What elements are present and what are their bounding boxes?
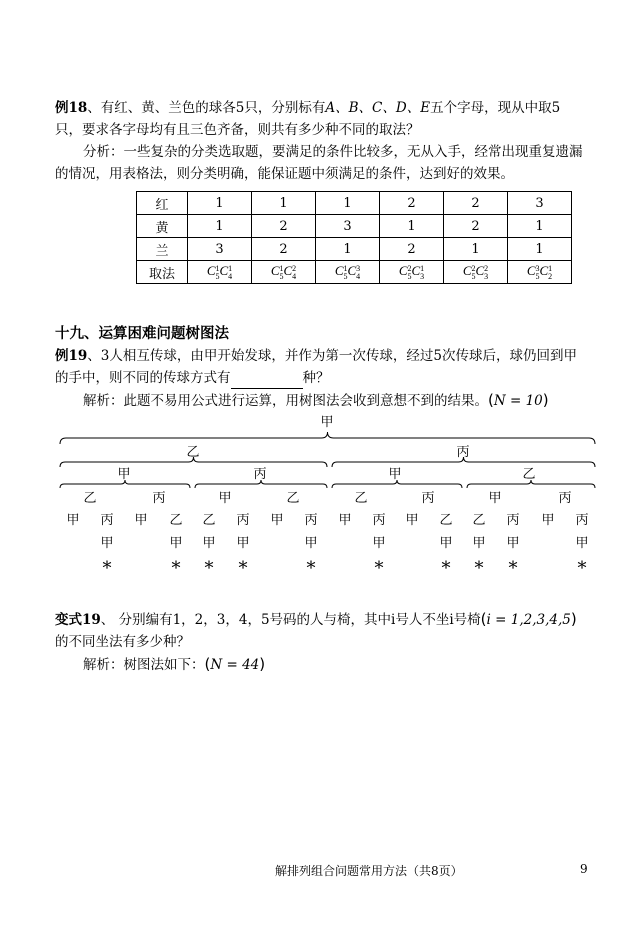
combination-cell: C 2 5 C 2 3 — [444, 261, 508, 284]
tree-mark: * — [204, 558, 214, 579]
table-cell: 3 — [188, 238, 252, 261]
tree-node-l4: 乙 — [202, 513, 216, 528]
example-19-analysis: 解析：此题不易用公式进行运算，用树图法会收到意想不到的结果。 — [83, 393, 488, 409]
table-cell: 2 — [252, 215, 316, 238]
tree-node-l4: 甲 — [66, 513, 80, 528]
tree-mark: * — [238, 558, 248, 579]
tree-node-l4: 丙 — [100, 513, 114, 528]
tree-node-l4: 甲 — [338, 513, 352, 528]
tree-node-l4: 丙 — [575, 513, 589, 528]
tree-mark: * — [171, 558, 181, 579]
combination-cell: C 1 5 C 3 4 — [316, 261, 380, 284]
tree-node-l5: 甲 — [202, 536, 216, 551]
tree-mark: * — [577, 558, 587, 579]
combination-cell: C 3 5 C 1 2 — [508, 261, 572, 284]
example-19-label: 例19 — [55, 348, 88, 364]
tree-node-l1: 乙 — [186, 445, 200, 460]
tree-brace-root — [60, 432, 595, 444]
tree-node-l4: 甲 — [541, 513, 555, 528]
table-cell: 3 — [316, 215, 380, 238]
example-19: 例19、3人相互传球，由甲开始发球，并作为第一次传球，经过5次传球后，球仍回到甲 的手中，则不同的传球方式有 种？ 解析：此题不易用公式进行运算，用树图法会收到意想不到的结果。(N = 10) — [55, 348, 577, 409]
table-cell: 2 — [252, 238, 316, 261]
table-cell: 1 — [188, 192, 252, 215]
table-cell: 3 — [508, 192, 572, 215]
combination-cell: C 1 5 C 1 4 — [188, 261, 252, 284]
tree-node-l4: 甲 — [134, 513, 148, 528]
combination-cell: C 1 5 C 2 4 — [252, 261, 316, 284]
variant-19-result: N = 44 — [210, 657, 260, 673]
combination-cell: C 2 5 C 1 3 — [380, 261, 444, 284]
tree-node-l3: 甲 — [488, 491, 502, 506]
tree-node-l5: 甲 — [372, 536, 386, 551]
table-cell: 1 — [508, 238, 572, 261]
tree-node-l4: 丙 — [506, 513, 520, 528]
table-row-method — [137, 261, 572, 284]
table-cell: 2 — [444, 215, 508, 238]
tree-node-l2: 甲 — [388, 467, 402, 482]
tree-node-l3: 乙 — [286, 491, 300, 506]
table-cell: 2 — [380, 238, 444, 261]
table-cell: 1 — [508, 215, 572, 238]
row-header: 红 — [137, 192, 188, 215]
tree-mark: * — [102, 558, 112, 579]
tree-node-l4: 甲 — [405, 513, 419, 528]
row-header: 黄 — [137, 215, 188, 238]
example-18-analysis-line2: 的情况，用表格法，则分类明确，能保证题中须满足的条件，达到好的效果。 — [55, 166, 514, 182]
tree-node-l2: 甲 — [117, 467, 131, 482]
tree-node-l3: 乙 — [354, 491, 368, 506]
section-19-title: 十九、运算困难问题树图法 — [55, 325, 229, 342]
tree-node-l4: 甲 — [270, 513, 284, 528]
tree-mark: * — [474, 558, 484, 579]
tree-node-l5: 甲 — [169, 536, 183, 551]
tree-node-l5: 甲 — [506, 536, 520, 551]
tree-node-l3: 丙 — [558, 491, 572, 506]
table-cell: 1 — [316, 192, 380, 215]
tree-mark: * — [374, 558, 384, 579]
tree-node-l4: 丙 — [304, 513, 318, 528]
variant-19: 变式19、 分别编有1，2，3，4，5号码的人与椅，其中i号人不坐i号椅(i = 1,2,3,4,5) 的不同坐法有多少种？ 解析：树图法如下：(N = 44) — [55, 610, 577, 673]
tree-root: 甲 — [320, 415, 334, 430]
tree-node-l1: 丙 — [456, 445, 470, 460]
table-row — [137, 238, 572, 261]
table-cell: 2 — [444, 192, 508, 215]
tree-mark: * — [508, 558, 518, 579]
example-18-label: 例18 — [55, 100, 88, 116]
tree-node-l4: 丙 — [372, 513, 386, 528]
tree-node-l5: 甲 — [304, 536, 318, 551]
table-cell: 1 — [252, 192, 316, 215]
tree-node-l3: 丙 — [152, 491, 166, 506]
tree-node-l5: 甲 — [472, 536, 486, 551]
footer-title: 解排列组合问题常用方法（共8页） — [275, 864, 463, 878]
tree-node-l3: 乙 — [83, 491, 97, 506]
tree-node-l5: 甲 — [575, 536, 589, 551]
table-cell: 1 — [444, 238, 508, 261]
table-row — [137, 215, 572, 238]
variant-19-analysis: 解析：树图法如下： — [83, 657, 205, 673]
table-cell: 2 — [380, 192, 444, 215]
table-cell: 1 — [316, 238, 380, 261]
tree-mark: * — [306, 558, 316, 579]
tree-node-l4: 乙 — [169, 513, 183, 528]
tree-node-l2: 丙 — [253, 467, 267, 482]
page-number: 9 — [580, 862, 588, 876]
tree-node-l5: 甲 — [439, 536, 453, 551]
selection-table — [136, 191, 572, 284]
tree-node-l4: 丙 — [236, 513, 250, 528]
tree-node-l4: 乙 — [472, 513, 486, 528]
row-header: 取法 — [137, 261, 188, 284]
answer-blank[interactable] — [231, 374, 303, 389]
example-18 — [55, 97, 590, 185]
tree-node-l3: 丙 — [421, 491, 435, 506]
tree-node-l2: 乙 — [522, 467, 536, 482]
tree-node-l5: 甲 — [236, 536, 250, 551]
tree-node-l4: 乙 — [439, 513, 453, 528]
table-cell: 1 — [188, 215, 252, 238]
table-row — [137, 192, 572, 215]
example-18-analysis: 分析：一些复杂的分类选取题，要满足的条件比较多，无从入手，经常出现重复遗漏 — [83, 144, 583, 160]
table-cell: 1 — [380, 215, 444, 238]
example-18-question-line2: 只，要求各字母均有且三色齐备，则共有多少种不同的取法？ — [55, 122, 420, 138]
tree-node-l5: 甲 — [100, 536, 114, 551]
row-header: 兰 — [137, 238, 188, 261]
pass-tree-diagram — [55, 410, 600, 580]
tree-node-l3: 甲 — [218, 491, 232, 506]
variant-19-label: 变式19 — [55, 612, 101, 628]
example-18-question: 例18、有红、黄、兰色的球各5只，分别标有A、B、C、D、E五个字母，现从中取5 — [55, 100, 561, 116]
tree-mark: * — [441, 558, 451, 579]
example-19-result: N = 10 — [493, 393, 543, 409]
